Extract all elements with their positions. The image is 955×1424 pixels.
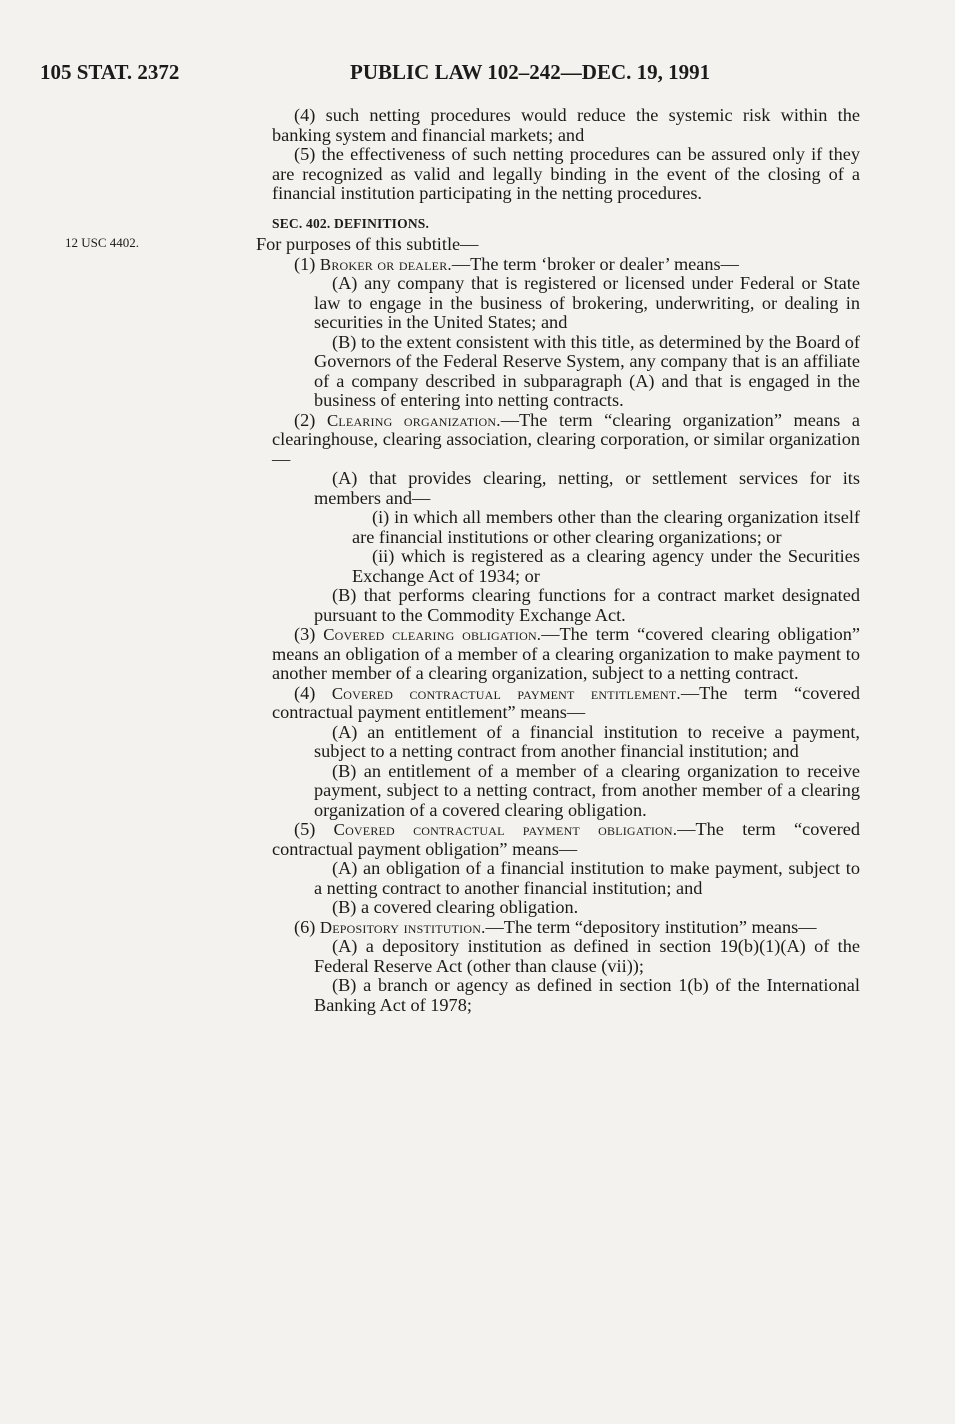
definition-2-a-ii: (ii) which is registered as a clearing agency under the Securities Exchange Act of 1934; or [352, 546, 860, 586]
usc-margin-note: 12 USC 4402. [65, 235, 140, 250]
paragraph-5: (5) the effectiveness of such netting procedures can be assured only if they are recognized as valid and legally binding in the event of the closing of a financial institution participating in the netting procedures. [272, 144, 860, 203]
definition-term: Depository institution. [319, 917, 486, 937]
section-lead: For purposes of this subtitle— [256, 234, 479, 254]
definition-5 [272, 820, 860, 859]
definition-text: —The term “covered contractual payment obligation” means— [272, 819, 860, 859]
definition-term: Covered contractual payment entitlement. [331, 683, 681, 703]
definition-5-a: (A) an obligation of a financial institution to make payment, subject to a netting contract to another financial institution; and [314, 858, 860, 898]
definition-number: (6) [294, 916, 320, 937]
definition-2-b: (B) that performs clearing functions for a contract market designated pursuant to the Commodity Exchange Act. [314, 585, 860, 625]
definition-1-b: (B) to the extent consistent with this title, as determined by the Board of Governors of the Federal Reserve System, any company that is an affiliate of a company described in subparagraph (A) and that is engaged in the business of entering into netting contracts. [314, 331, 861, 410]
definition-term: Covered clearing obligation. [323, 625, 542, 644]
definition-text: —The term “clearing organization” means a clearinghouse, clearing association, clearing corporation, or similar organization— [272, 409, 861, 469]
body-text [256, 105, 861, 1015]
definition-1-a: (A) any company that is registered or licensed under Federal or State law to engage in the business of brokering, underwriting, or dealing in securities in the United States; and [314, 273, 860, 332]
definition-4-a: (A) an entitlement of a financial institution to receive a payment, subject to a netting contract from another financial institution; and [314, 721, 860, 761]
definition-number: (5) [294, 819, 334, 839]
definition-term: Broker or dealer. [319, 254, 452, 274]
definition-term: Clearing organization. [326, 410, 501, 430]
definition-3 [272, 625, 860, 684]
definition-4-b: (B) an entitlement of a member of a clearing organization to receive payment, subject to a netting contract, from another member of a clearing organization of a covered clearing obligation. [314, 760, 860, 820]
definition-text: —The term “depository institution” means— [485, 916, 817, 937]
definition-2-a: (A) that provides clearing, netting, or settlement services for its members and— [314, 468, 860, 508]
definition-term: Covered contractual payment obligation. [333, 820, 678, 839]
public-law-heading: PUBLIC LAW 102–242—DEC. 19, 1991 [350, 60, 711, 84]
definition-6-a: (A) a depository institution as defined in section 19(b)(1)(A) of the Federal Reserve Act (other than clause (vii)); [314, 936, 860, 976]
definition-number: (4) [294, 682, 332, 703]
definition-number: (2) [294, 409, 327, 430]
definition-number: (3) [294, 624, 324, 644]
statute-citation: 105 STAT. 2372 [40, 60, 180, 84]
section-heading: SEC. 402. DEFINITIONS. [272, 215, 430, 231]
definition-text: —The term “covered clearing obligation” means an obligation of a member of a clearing organization to make payment to another member of a clearing organization, subject to a netting contract. [272, 624, 860, 683]
definition-text: —The term “covered contractual payment entitlement” means— [272, 682, 861, 722]
page-header [40, 60, 880, 92]
definition-number: (1) [294, 253, 320, 274]
definition-4 [272, 684, 860, 723]
definition-2 [272, 411, 860, 470]
definition-2-a-i: (i) in which all members other than the clearing organization itself are financial institutions or other clearing organizations; or [352, 507, 860, 547]
definition-1 [272, 255, 860, 275]
definition-6-b: (B) a branch or agency as defined in section 1(b) of the International Banking Act of 1978; [314, 975, 860, 1015]
definition-text: —The term ‘broker or dealer’ means— [451, 253, 739, 274]
definition-6 [272, 918, 860, 938]
paragraph-4: (4) such netting procedures would reduce the systemic risk within the banking system and financial markets; and [272, 105, 860, 145]
definition-5-b: (B) a covered clearing obligation. [332, 897, 579, 917]
